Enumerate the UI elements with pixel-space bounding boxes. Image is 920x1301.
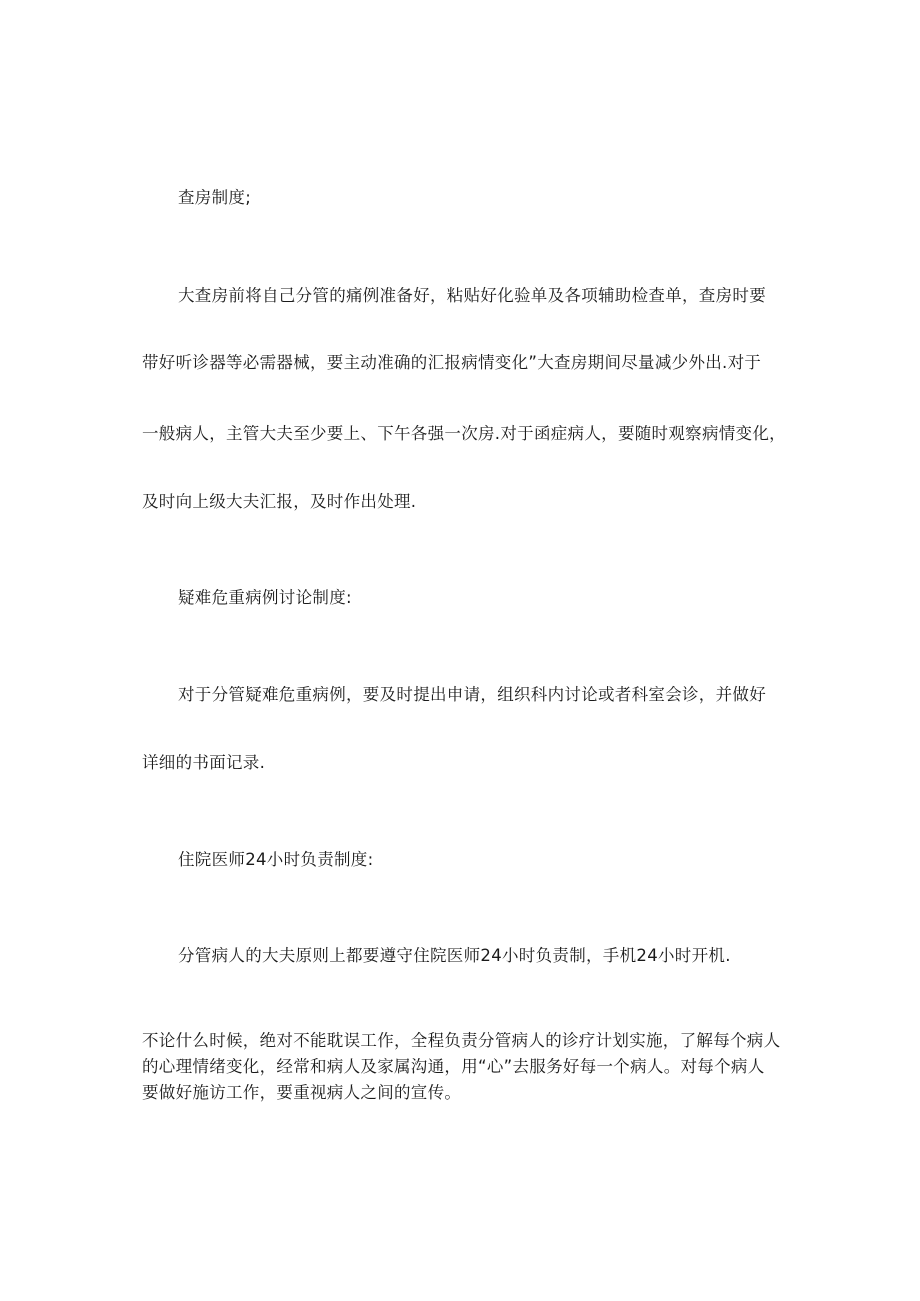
resident-paragraph-line: 分管病人的大夫原则上都要遵守住院医师24小时负责制，手机24小时开机. <box>178 946 731 965</box>
rounds-heading: 查房制度; <box>178 188 252 207</box>
closing-paragraph <box>142 1028 792 1106</box>
discussion-heading: 疑难危重病例讨论制度: <box>178 588 352 607</box>
closing-paragraph-line: 要做好施访工作，要重视病人之间的宣传。 <box>142 1083 462 1102</box>
closing-paragraph-line: 的心理情绪变化，经常和病人及家属沟通，用“心”去服务好每一个病人。对每个病人 <box>142 1057 765 1076</box>
rounds-paragraph-line: 大查房前将自己分管的痛例准备好，粘贴好化验单及各项辅助检查单，查房时要 <box>178 286 766 305</box>
resident-heading: 住院医师24小时负责制度: <box>178 850 374 869</box>
closing-paragraph-line: 不论什么时候，绝对不能耽误工作，全程负责分管病人的诊疗计划实施，了解每个病人 <box>142 1031 781 1050</box>
discussion-paragraph-line: 对于分管疑难危重病例，要及时提出申请，组织科内讨论或者科室会诊，并做好 <box>178 685 766 704</box>
rounds-paragraph-line: 带好听诊器等必需器械，要主动准确的汇报病情变化”大查房期间尽量减少外出.对于 <box>142 353 762 372</box>
rounds-paragraph-line: 及时向上级大夫汇报，及时作出处理. <box>142 492 417 511</box>
rounds-paragraph-line: 一般病人，主管大夫至少要上、下午各强一次房.对于函症病人，要随时观察病情变化， <box>142 424 786 443</box>
discussion-paragraph-line: 详细的书面记录. <box>142 753 266 772</box>
